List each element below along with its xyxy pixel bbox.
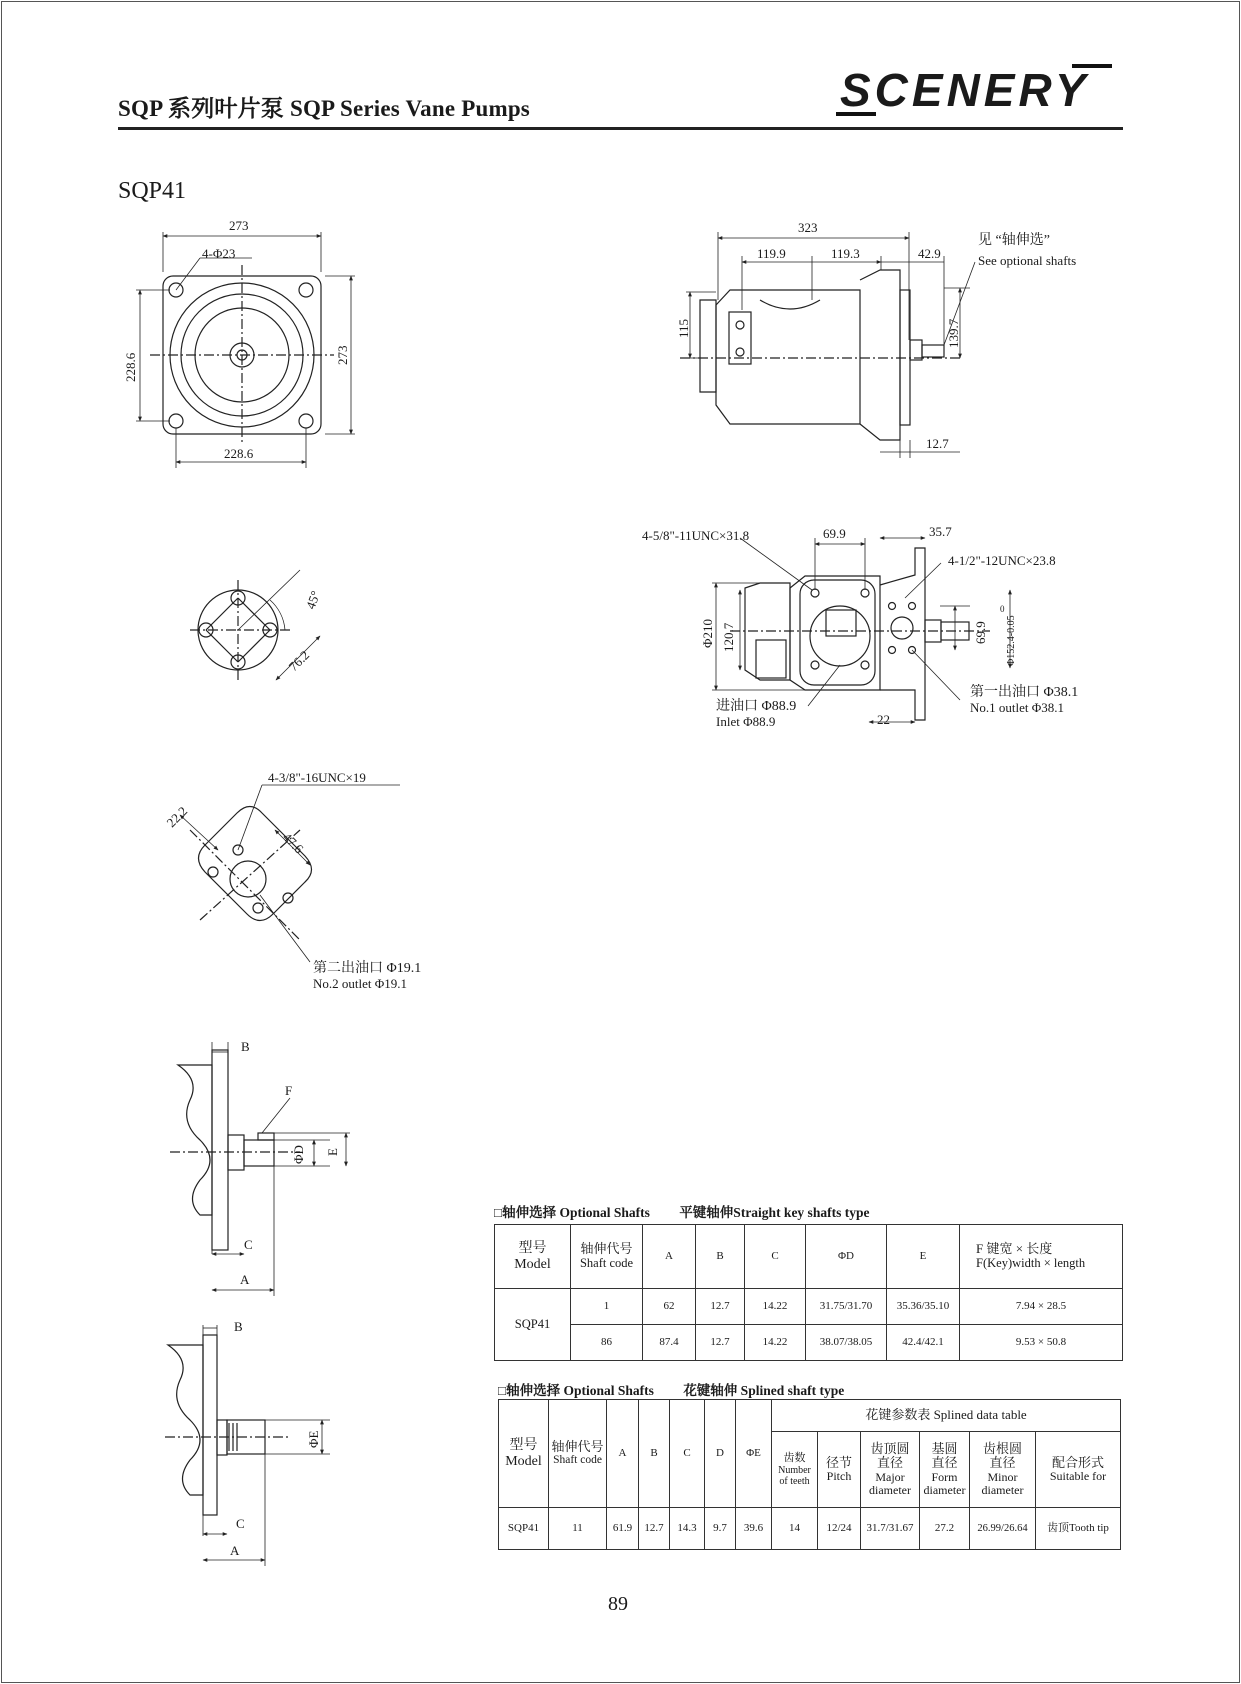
- spline-th-form: 基圆 直径 Form diameter: [920, 1432, 970, 1508]
- key-td-f: 7.94 × 28.5: [960, 1289, 1123, 1325]
- key-label-e: E: [325, 1148, 340, 1156]
- side-d-flange: 12.7: [926, 436, 949, 451]
- spline-td-teeth: 14: [772, 1508, 818, 1550]
- front-d-top: 273: [229, 218, 249, 233]
- key-td-d: 38.07/38.05: [806, 1325, 887, 1361]
- top-d-357: 35.7: [929, 524, 952, 539]
- spline-th-teeth: 齿数 Number of teeth: [772, 1432, 818, 1508]
- key-label-c: C: [244, 1237, 253, 1252]
- key-table-caption-1: □轴伸选择 Optional Shafts: [494, 1205, 650, 1220]
- side-view-drawing: [680, 232, 975, 458]
- key-table-caption-2: 平键轴伸Straight key shafts type: [679, 1205, 870, 1220]
- top-d-22: 22: [877, 712, 890, 727]
- key-label-d: ΦD: [291, 1145, 306, 1164]
- key-th-d: ΦD: [806, 1225, 887, 1289]
- key-label-b: B: [241, 1039, 250, 1054]
- key-table-caption: [494, 1201, 895, 1221]
- top-thread-in: 4-5/8"-11UNC×31.8: [642, 528, 750, 543]
- outlet2-en: No.2 outlet Φ19.1: [313, 976, 407, 991]
- spline-td-d: 9.7: [705, 1508, 736, 1550]
- spline-th-e: ΦE: [736, 1400, 772, 1508]
- top-inlet-cn: 进油口 Φ88.9: [716, 699, 797, 714]
- side-note-en: See optional shafts: [978, 253, 1077, 268]
- side-note-cn: 见 “轴伸选”: [978, 233, 1050, 248]
- table-row: [495, 1289, 1123, 1325]
- key-th-f: F 键宽 × 长度 F(Key)width × length: [960, 1225, 1123, 1289]
- key-shaft-table: [494, 1224, 1123, 1361]
- spline-shaft-table: [498, 1399, 1121, 1550]
- outlet2-cn: 第二出油口 Φ19.1: [313, 961, 422, 976]
- spline-th-pitch: 径节 Pitch: [818, 1432, 861, 1508]
- spline-th-code: 轴伸代号 Shaft code: [549, 1400, 607, 1508]
- key-th-a: A: [643, 1225, 696, 1289]
- spline-td-model: SQP41: [499, 1508, 549, 1550]
- side-d-h1: 115: [676, 318, 691, 338]
- spline-label-b: B: [234, 1319, 243, 1334]
- spline-th-group: 花键参数表 Splined data table: [772, 1400, 1121, 1432]
- spline-th-minor: 齿根圆 直径 Minor diameter: [970, 1432, 1036, 1508]
- key-td-e: 42.4/42.1: [887, 1325, 960, 1361]
- front-d-right: 273: [335, 345, 350, 365]
- key-td-b: 12.7: [696, 1289, 745, 1325]
- spline-td-e: 39.6: [736, 1508, 772, 1550]
- spline-label-a: A: [230, 1543, 240, 1558]
- port-d-pcd: 76.2: [285, 647, 313, 675]
- key-td-code: 1: [571, 1289, 643, 1325]
- spline-label-c: C: [236, 1516, 245, 1531]
- outlet2-view-drawing: [180, 785, 400, 962]
- key-th-model: 型号 Model: [495, 1225, 571, 1289]
- key-th-e: E: [887, 1225, 960, 1289]
- side-d-b: 119.3: [831, 246, 860, 261]
- key-td-code: 86: [571, 1325, 643, 1361]
- side-d-total: 323: [798, 220, 818, 235]
- spline-table-caption-2: 花键轴伸 Splined shaft type: [683, 1383, 845, 1398]
- spline-td-fit: 齿顶Tooth tip: [1036, 1508, 1121, 1550]
- top-outlet1-en: No.1 outlet Φ38.1: [970, 700, 1064, 715]
- top-inlet-en: Inlet Φ88.9: [716, 714, 776, 729]
- key-td-model: SQP41: [495, 1289, 571, 1361]
- top-d-210: Φ210: [700, 618, 715, 648]
- side-d-c: 42.9: [918, 246, 941, 261]
- key-th-b: B: [696, 1225, 745, 1289]
- spline-label-e: ΦE: [306, 1430, 321, 1448]
- outlet2-d-476: 47.6: [279, 829, 307, 857]
- key-label-a: A: [240, 1272, 250, 1287]
- key-td-e: 35.36/35.10: [887, 1289, 960, 1325]
- spline-th-major: 齿顶圆 直径 Major diameter: [861, 1432, 920, 1508]
- spline-td-minor: 26.99/26.64: [970, 1508, 1036, 1550]
- key-th-code: 轴伸代号 Shaft code: [571, 1225, 643, 1289]
- table-row: [495, 1325, 1123, 1361]
- spline-table-caption-1: □轴伸选择 Optional Shafts: [498, 1383, 654, 1398]
- spline-table-caption: [498, 1379, 870, 1399]
- top-d-1207: 120.7: [721, 622, 736, 652]
- key-td-f: 9.53 × 50.8: [960, 1325, 1123, 1361]
- key-shaft-drawing: [170, 1042, 350, 1296]
- top-d-152: Φ152.4-0.05: [1006, 615, 1017, 666]
- spline-th-fit: 配合形式 Suitable for: [1036, 1432, 1121, 1508]
- spline-th-d: D: [705, 1400, 736, 1508]
- port-d-angle: 45°: [302, 588, 324, 612]
- top-d-699v: 69.9: [973, 621, 988, 644]
- outlet2-thread: 4-3/8"-16UNC×19: [268, 770, 366, 785]
- page-number: 89: [608, 1593, 628, 1615]
- key-td-d: 31.75/31.70: [806, 1289, 887, 1325]
- spline-td-a: 61.9: [607, 1508, 639, 1550]
- front-d-left: 228.6: [123, 352, 138, 382]
- key-td-c: 14.22: [745, 1325, 806, 1361]
- model-label: SQP41: [118, 178, 187, 204]
- key-th-c: C: [745, 1225, 806, 1289]
- side-d-h2: 139.7: [946, 318, 961, 348]
- key-label-f: F: [285, 1083, 293, 1098]
- page-title: SQP 系列叶片泵 SQP Series Vane Pumps: [118, 96, 530, 121]
- spline-td-pitch: 12/24: [818, 1508, 861, 1550]
- key-td-b: 12.7: [696, 1325, 745, 1361]
- top-thread-out: 4-1/2"-12UNC×23.8: [948, 553, 1056, 568]
- spline-td-form: 27.2: [920, 1508, 970, 1550]
- spline-th-model: 型号 Model: [499, 1400, 549, 1508]
- spline-th-a: A: [607, 1400, 639, 1508]
- front-d-bottom: 228.6: [224, 446, 254, 461]
- top-outlet1-cn: 第一出油口 Φ38.1: [970, 685, 1079, 700]
- outlet2-d-222: 22.2: [163, 803, 191, 831]
- top-d-699: 69.9: [823, 526, 846, 541]
- spline-td-b: 12.7: [639, 1508, 670, 1550]
- key-td-a: 87.4: [643, 1325, 696, 1361]
- spline-table-group-row: [499, 1400, 1121, 1432]
- key-td-c: 14.22: [745, 1289, 806, 1325]
- side-d-a: 119.9: [757, 246, 786, 261]
- front-view-drawing: [136, 232, 355, 468]
- top-d-0: 0: [1000, 604, 1005, 614]
- key-td-a: 62: [643, 1289, 696, 1325]
- spline-td-major: 31.7/31.67: [861, 1508, 920, 1550]
- brand-logo-text: SCENERY: [840, 64, 1090, 116]
- key-table-header-row: [495, 1225, 1123, 1289]
- table-row: [499, 1508, 1121, 1550]
- front-holes: 4-Φ23: [202, 246, 236, 261]
- spline-th-b: B: [639, 1400, 670, 1508]
- spline-td-c: 14.3: [670, 1508, 705, 1550]
- spline-th-c: C: [670, 1400, 705, 1508]
- spline-td-code: 11: [549, 1508, 607, 1550]
